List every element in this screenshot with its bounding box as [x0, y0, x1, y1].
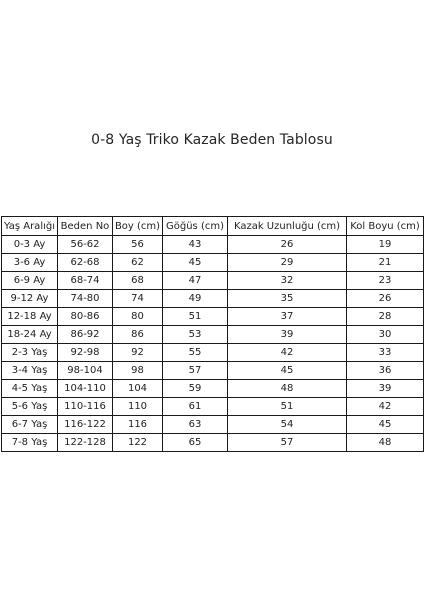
cell-size-number: 122-128: [58, 434, 113, 452]
cell-sweater-length: 35: [228, 290, 347, 308]
cell-height: 56: [113, 236, 163, 254]
table-row: [2, 362, 424, 380]
cell-height: 122: [113, 434, 163, 452]
table-row: [2, 308, 424, 326]
cell-age-range: 3-6 Ay: [2, 254, 58, 272]
cell-sleeve-length: 39: [347, 380, 424, 398]
cell-sweater-length: 51: [228, 398, 347, 416]
cell-size-number: 68-74: [58, 272, 113, 290]
header-sweater-length: Kazak Uzunluğu (cm): [228, 217, 347, 236]
cell-height: 86: [113, 326, 163, 344]
table-row: [2, 380, 424, 398]
header-height: Boy (cm): [113, 217, 163, 236]
header-size-number: Beden No: [58, 217, 113, 236]
cell-sweater-length: 48: [228, 380, 347, 398]
cell-chest: 53: [163, 326, 228, 344]
cell-sleeve-length: 21: [347, 254, 424, 272]
header-chest: Göğüs (cm): [163, 217, 228, 236]
cell-height: 74: [113, 290, 163, 308]
table-row: [2, 434, 424, 452]
cell-age-range: 2-3 Yaş: [2, 344, 58, 362]
cell-size-number: 110-116: [58, 398, 113, 416]
table-header-row: [2, 217, 424, 236]
cell-age-range: 4-5 Yaş: [2, 380, 58, 398]
cell-sleeve-length: 48: [347, 434, 424, 452]
cell-chest: 49: [163, 290, 228, 308]
cell-sleeve-length: 23: [347, 272, 424, 290]
cell-sweater-length: 57: [228, 434, 347, 452]
cell-age-range: 0-3 Ay: [2, 236, 58, 254]
cell-size-number: 74-80: [58, 290, 113, 308]
cell-sleeve-length: 42: [347, 398, 424, 416]
cell-age-range: 6-9 Ay: [2, 272, 58, 290]
cell-height: 116: [113, 416, 163, 434]
page-title: 0-8 Yaş Triko Kazak Beden Tablosu: [91, 132, 333, 148]
cell-sleeve-length: 30: [347, 326, 424, 344]
cell-sweater-length: 29: [228, 254, 347, 272]
cell-size-number: 80-86: [58, 308, 113, 326]
cell-sleeve-length: 28: [347, 308, 424, 326]
cell-chest: 61: [163, 398, 228, 416]
cell-sweater-length: 45: [228, 362, 347, 380]
cell-chest: 43: [163, 236, 228, 254]
cell-sleeve-length: 33: [347, 344, 424, 362]
cell-age-range: 5-6 Yaş: [2, 398, 58, 416]
cell-sleeve-length: 36: [347, 362, 424, 380]
cell-size-number: 56-62: [58, 236, 113, 254]
header-sleeve-length: Kol Boyu (cm): [347, 217, 424, 236]
cell-chest: 57: [163, 362, 228, 380]
cell-sleeve-length: 26: [347, 290, 424, 308]
cell-height: 68: [113, 272, 163, 290]
cell-chest: 45: [163, 254, 228, 272]
cell-sleeve-length: 45: [347, 416, 424, 434]
cell-age-range: 3-4 Yaş: [2, 362, 58, 380]
table-row: [2, 398, 424, 416]
cell-age-range: 6-7 Yaş: [2, 416, 58, 434]
table-row: [2, 344, 424, 362]
cell-chest: 59: [163, 380, 228, 398]
cell-chest: 65: [163, 434, 228, 452]
size-chart-table: [1, 216, 424, 452]
table-row: [2, 416, 424, 434]
cell-chest: 47: [163, 272, 228, 290]
cell-age-range: 7-8 Yaş: [2, 434, 58, 452]
cell-size-number: 62-68: [58, 254, 113, 272]
cell-height: 62: [113, 254, 163, 272]
header-age-range: Yaş Aralığı: [2, 217, 58, 236]
cell-sweater-length: 37: [228, 308, 347, 326]
table-row: [2, 272, 424, 290]
cell-chest: 63: [163, 416, 228, 434]
cell-sweater-length: 42: [228, 344, 347, 362]
cell-size-number: 116-122: [58, 416, 113, 434]
cell-size-number: 86-92: [58, 326, 113, 344]
table-row: [2, 290, 424, 308]
table-row: [2, 326, 424, 344]
cell-sweater-length: 26: [228, 236, 347, 254]
cell-height: 80: [113, 308, 163, 326]
cell-age-range: 12-18 Ay: [2, 308, 58, 326]
table-row: [2, 254, 424, 272]
cell-age-range: 18-24 Ay: [2, 326, 58, 344]
cell-chest: 55: [163, 344, 228, 362]
cell-size-number: 92-98: [58, 344, 113, 362]
cell-age-range: 9-12 Ay: [2, 290, 58, 308]
cell-size-number: 98-104: [58, 362, 113, 380]
cell-sleeve-length: 19: [347, 236, 424, 254]
cell-size-number: 104-110: [58, 380, 113, 398]
cell-height: 92: [113, 344, 163, 362]
table-row: [2, 236, 424, 254]
cell-height: 98: [113, 362, 163, 380]
cell-chest: 51: [163, 308, 228, 326]
cell-height: 110: [113, 398, 163, 416]
cell-height: 104: [113, 380, 163, 398]
cell-sweater-length: 39: [228, 326, 347, 344]
cell-sweater-length: 54: [228, 416, 347, 434]
cell-sweater-length: 32: [228, 272, 347, 290]
